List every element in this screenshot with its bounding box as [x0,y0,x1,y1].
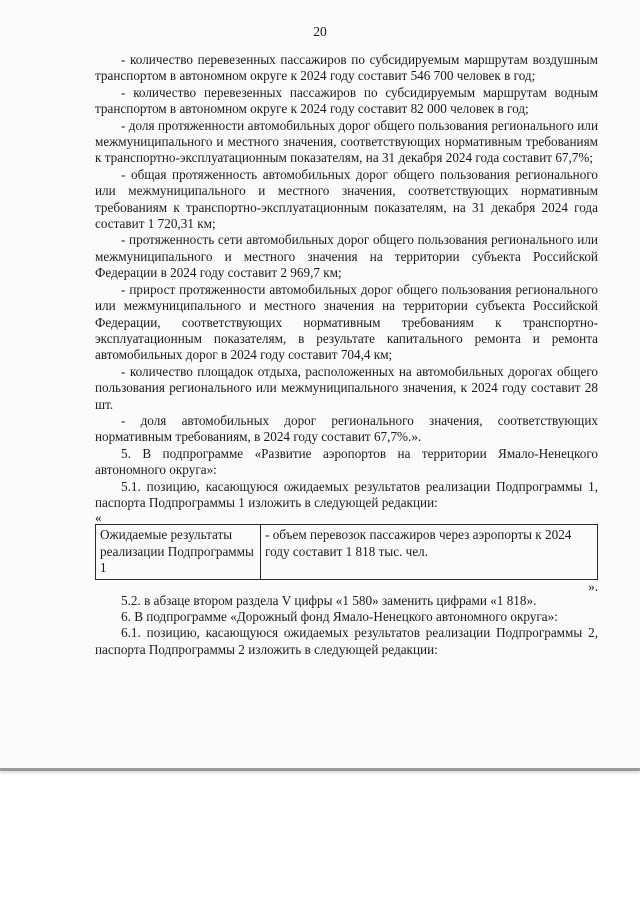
table-cell-label: Ожидаемые результаты реализации Подпрограммы 1 [96,525,261,579]
paragraph-section-5-1: 5.1. позицию, касающуюся ожидаемых результатов реализации Подпрограммы 1, паспорта Подпрограммы 1 изложить в следующей редакции: [95,478,598,510]
table-cell-value: - объем перевозок пассажиров через аэропорты к 2024 году составит 1 818 тыс. чел. [261,525,598,579]
quote-open-mark: « [95,510,102,526]
document-body [95,52,598,658]
paragraph-rest-areas: - количество площадок отдыха, расположенных на автомобильных дорогах общего пользования регионального или межмуниципального значения, к 2024 году составит 28 шт. [95,363,598,412]
paragraph-section-6: 6. В подпрограмме «Дорожный фонд Ямало-Ненецкого автономного округа»: [121,609,558,624]
paragraph-road-length-total: - общая протяженность автомобильных дорог общего пользования регионального или межмуниципального и местного значения, соответствующих нормативным требованиям к транспортно-эксплуатационным показателям, на 31 декабря 2024 года составит 1 720,31 км; [95,166,598,232]
page-number: 20 [313,24,327,39]
paragraph-section-5-2: 5.2. в абзаце втором раздела V цифры «1 580» заменить цифрами «1 818». [121,592,537,608]
paragraph-regional-roads-share: - доля автомобильных дорог регионального значения, соответствующих нормативным требованиям, в 2024 году составит 67,7%.». [95,412,598,445]
paragraph-road-length-growth: - прирост протяженности автомобильных дорог общего пользования регионального или межмуниципального и местного значения на территории субъекта Российской Федерации, соответствующих нормативным требованиям к транспортно-эксплуатационным показателям, в результате капитального ремонта и ремонта автомобильных дорог в 2024 году составит 704,4 км; [95,281,598,363]
table-row [96,525,598,579]
paragraph-road-share: - доля протяженности автомобильных дорог общего пользования регионального или межмуниципального и местного значения, соответствующих нормативным требованиям к транспортно-эксплуатационным показателям, на 31 декабря 2024 года составит 67,7%; [95,117,598,166]
paragraph-air-passengers: - количество перевезенных пассажиров по субсидируемым маршрутам воздушным транспортом в автономном округе к 2024 году составит 546 700 человек в год; [95,52,598,84]
quote-close-mark: ». [588,578,598,594]
passport-table [95,524,598,579]
paragraph-road-network-length: - протяженность сети автомобильных дорог общего пользования регионального или межмуниципального и местного значения на территории субъекта Российской Федерации в 2024 году составит 2 969,7 км; [95,232,598,281]
paragraph-water-passengers: - количество перевезенных пассажиров по субсидируемым маршрутам водным транспортом в автономном округе к 2024 году составит 82 000 человек в год; [95,84,598,117]
paragraph-section-5: 5. В подпрограмме «Развитие аэропортов на территории Ямало-Ненецкого автономного округа»: [95,445,598,478]
paragraph-section-6-1: 6.1. позицию, касающуюся ожидаемых результатов реализации Подпрограммы 2, паспорта Подпрограммы 2 изложить в следующей редакции: [95,625,598,657]
